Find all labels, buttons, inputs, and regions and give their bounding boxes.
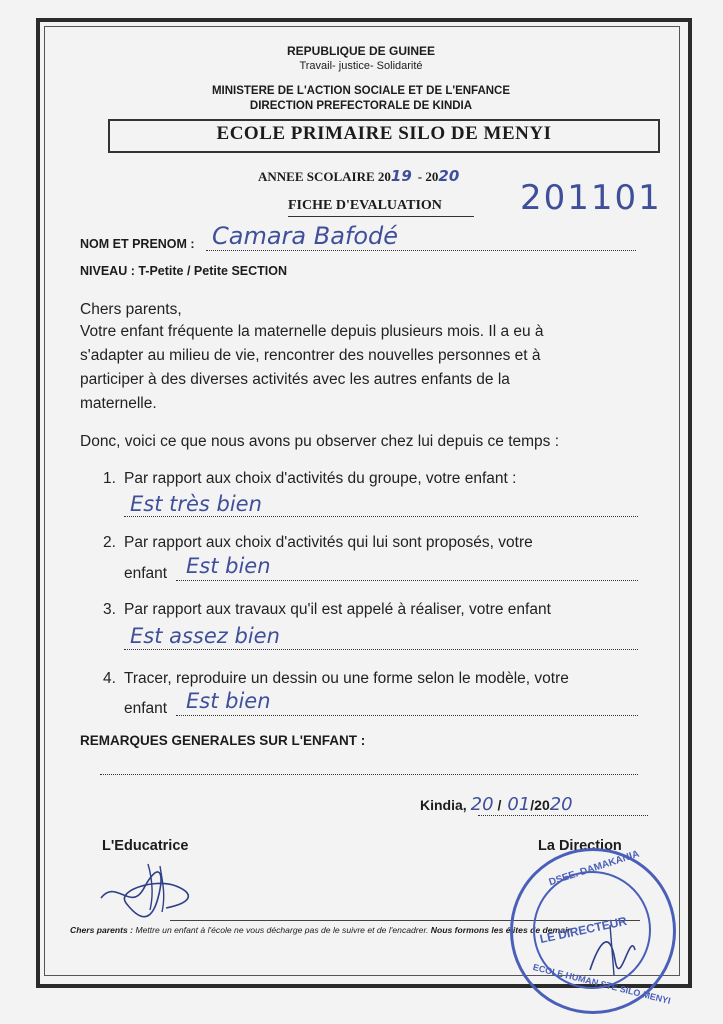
educator-label: L'Educatrice [102,838,189,854]
item-number: 3. [103,601,116,618]
paragraph-line: s'adapter au milieu de vie, rencontrer des nouvelles personnes et à [80,347,541,364]
item-answer: Est très bien [130,492,262,516]
motto: Travail- justice- Solidarité [299,60,423,72]
date-year: 20 [549,794,573,815]
answer-dotted-line [124,516,638,517]
level-value: T-Petite / Petite SECTION [138,264,287,278]
school-title: ECOLE PRIMAIRE SILO DE MENYI [216,123,552,144]
remarks-dotted-line [100,774,638,775]
paragraph-line: maternelle. [80,395,157,412]
stamp-middle-text: LE DIRECTEUR [538,913,629,947]
item-number: 1. [103,470,116,487]
item-question: Tracer, reproduire un dessin ou une forme selon le modèle, votre [124,670,569,687]
educator-signature [96,858,196,920]
direction-name: DIRECTION PREFECTORALE DE KINDIA [249,100,473,112]
observation-intro: Donc, voici ce que nous avons pu observer chez lui depuis ce temps : [80,433,560,450]
footer-note [70,925,573,935]
answer-dotted-line [176,580,638,581]
school-year-label: ANNEE SCOLAIRE 20 [258,169,391,184]
item-question: Par rapport aux choix d'activités du groupe, votre enfant : [124,470,517,487]
date-month: 01 [507,794,531,815]
stamp-bottom-text: ECOLE HUMAN STE SILO MENYI [531,962,672,1006]
name-label: NOM ET PRENOM : [80,237,195,251]
school-year-end: 20 [438,167,460,185]
date-day: 20 [470,794,494,815]
date-dotted-line [478,815,648,816]
item-answer: Est bien [186,554,271,578]
school-year [258,167,459,185]
ministry-name: MINISTERE DE L'ACTION SOCIALE ET DE L'ENFANCE [211,85,511,97]
director-signature [580,920,640,980]
item-number: 4. [103,670,116,687]
fiche-title: FICHE D'EVALUATION [288,198,442,213]
level-row [80,264,287,278]
paragraph-line: Votre enfant fréquente la maternelle depuis plusieurs mois. Il a eu à [80,323,544,340]
item-number: 2. [103,534,116,551]
name-dotted-line [206,250,636,251]
school-year-start: 19 [390,167,412,185]
republic-title: REPUBLIQUE DE GUINEE [286,44,436,58]
footer-motto: Nous formons les élites de demain [430,925,573,935]
date-place: Kindia, [420,797,467,813]
date-year-prefix: /20 [530,797,550,813]
record-number: 201101 [520,178,662,218]
answer-dotted-line [124,649,638,650]
footer-label: Chers parents : [70,925,134,935]
fiche-title-underline [288,216,474,217]
footer-text: Mettre un enfant à l'école ne vous décharge pas de le suivre et de l'encadrer. [135,925,429,935]
item-prefix: enfant [124,565,168,582]
date-row: Kindia, 20 / 01/2020 [420,794,573,815]
item-answer: Est bien [186,689,271,713]
item-answer: Est assez bien [130,624,280,648]
level-label: NIVEAU : [80,264,135,278]
item-prefix: enfant [124,700,168,717]
item-question: Par rapport aux travaux qu'il est appelé à réaliser, votre enfant [124,601,551,618]
paragraph-line: participer à des diverses activités avec les autres enfants de la [80,371,510,388]
stamp-top-text: DSEE. DAMAKANIA [547,848,641,889]
remarks-label: REMARQUES GENERALES SUR L'ENFANT : [80,733,366,748]
direction-label: La Direction [538,838,622,854]
school-year-separator: - 20 [417,169,439,184]
item-question: Par rapport aux choix d'activités qui lui sont proposés, votre [124,534,533,551]
greeting: Chers parents, [80,301,182,318]
name-value: Camara Bafodé [212,222,399,250]
answer-dotted-line [176,715,638,716]
